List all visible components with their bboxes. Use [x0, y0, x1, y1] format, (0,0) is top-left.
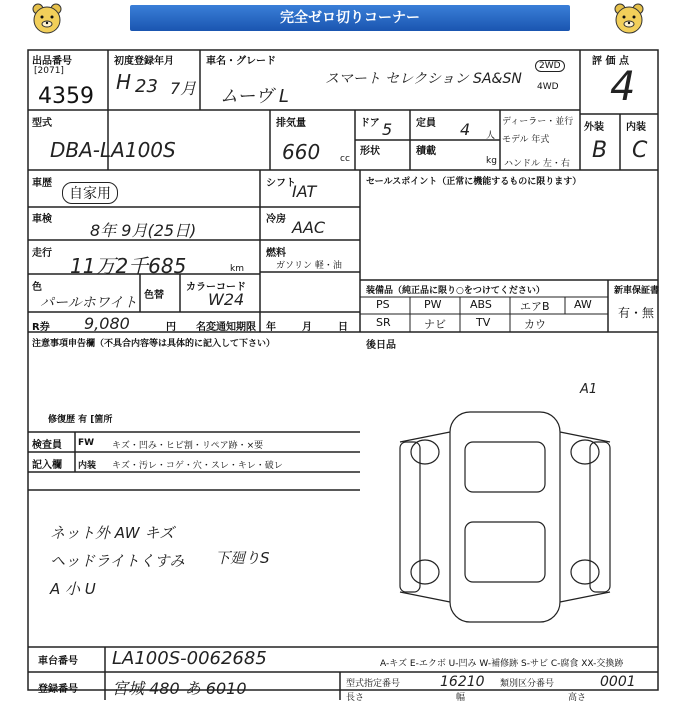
class-code-value: 0001 — [600, 674, 636, 690]
model-value: DBA-LA100S — [50, 138, 176, 162]
dealer-label: ディーラー・並行 — [502, 117, 574, 127]
recycle-unit: 円 — [166, 322, 176, 333]
exterior-label: 外装 — [584, 122, 604, 133]
class-code-label: 類別区分番号 — [500, 679, 555, 689]
equip-tv: TV — [476, 316, 491, 329]
note-line-1: ネット外 AW キズ — [50, 524, 175, 542]
equip-cow: カウ — [524, 318, 546, 331]
repair-label: 修復歴 有 [箇所 — [48, 415, 113, 425]
name-change-label: 名変通知期限 — [196, 322, 256, 333]
warranty-value: 有・無 — [618, 306, 655, 320]
color-value: パールホワイト — [40, 295, 138, 311]
grade: スマート セレクション SA&SN — [325, 71, 522, 87]
dim-height-label: 高さ — [568, 693, 587, 703]
equipment-label: 装備品（純正品に限り○をつけてください） — [366, 286, 545, 296]
dim-length-label: 長さ — [346, 693, 365, 703]
inspection-type-value: 自家用 — [62, 182, 118, 204]
color-code-value: W24 — [208, 290, 245, 309]
seats-value: 4 — [460, 120, 471, 139]
lot-number: 4359 — [38, 84, 94, 109]
diagram-note: A1 — [580, 382, 598, 397]
rating-label: 評 価 点 — [592, 56, 629, 67]
name-change-month: 月 — [302, 322, 312, 333]
name-change-day: 日 — [338, 322, 348, 333]
model-designation-value: 16210 — [440, 674, 485, 690]
drive-2wd: 2WD — [535, 60, 565, 72]
mascot-left-icon — [30, 3, 64, 35]
car-name: ムーヴ L — [220, 86, 289, 107]
doors-value: 5 — [382, 120, 393, 139]
equip-airbag: エアB — [520, 300, 550, 313]
displacement-unit: cc — [340, 154, 350, 164]
equip-pw: PW — [424, 298, 442, 311]
note-side: 下廻りS — [215, 549, 270, 567]
interior-label: 内装 — [626, 122, 646, 133]
inspect-row-1: キズ・凹み・ヒビ割・リペア跡・×要 — [112, 441, 264, 451]
sales-point-label: セールスポイント（正常に機能するものに限ります） — [366, 177, 582, 187]
rear-seat-label: 後日品 — [366, 340, 396, 351]
ac-value: AAC — [292, 218, 326, 237]
model-designation-label: 型式指定番号 — [346, 679, 401, 689]
chassis-label: 車台番号 — [38, 656, 78, 667]
drive-4wd: 4WD — [537, 82, 559, 92]
auction-sheet — [20, 42, 670, 703]
color-change-label: 色替 — [144, 290, 164, 301]
shaken-label: 車検 — [32, 214, 52, 225]
color-label: 色 — [32, 282, 42, 293]
fw-label: FW — [78, 438, 95, 448]
registration-label: 登録番号 — [38, 684, 78, 695]
warranty-label: 新車保証書 — [614, 286, 660, 296]
fuel-label: 燃料 — [266, 248, 286, 259]
registration-value: 宮城 480 あ 6010 — [112, 679, 247, 698]
note-line-2: ヘッドライトくすみ — [50, 552, 185, 570]
model-label: 型式 — [32, 118, 52, 129]
mileage-label: 走行 — [32, 248, 52, 259]
note-line-3: A 小 U — [50, 580, 96, 598]
recorder-label: 記入欄 — [32, 460, 62, 471]
displacement-label: 排気量 — [276, 118, 306, 129]
mascot-right-icon — [612, 3, 646, 35]
shift-label: シフト — [266, 178, 296, 189]
shaken-value: 8年 9月(25日) — [90, 221, 197, 240]
handle-label: ハンドル 左・右 — [504, 159, 570, 169]
name-grade-label: 車名・グレード — [206, 56, 276, 67]
inspection-type-label: 車歴 — [32, 178, 52, 189]
dim-width-label: 幅 — [456, 693, 466, 703]
load-label: 積載 — [416, 146, 436, 157]
mileage-value: 11万2千685 — [70, 254, 187, 278]
fuel-value: ガソリン 軽・油 — [276, 261, 342, 271]
color-code-label: カラーコード — [186, 282, 246, 293]
equip-navi: ナビ — [424, 318, 446, 331]
damage-legend: A-キズ E-エクボ U-凹み W-補修跡 S-サビ C-腐食 XX-交換跡 — [380, 659, 624, 669]
equip-aw: AW — [574, 298, 592, 311]
chassis-number: LA100S-0062685 — [112, 648, 267, 669]
doors-label: ドア — [360, 118, 380, 129]
header-bar — [0, 0, 700, 40]
interior-check-label: 内装 — [78, 461, 97, 471]
first-reg-month: 7月 — [170, 79, 197, 98]
exterior-grade: B — [592, 138, 608, 163]
recycle-label: R券 — [32, 322, 50, 333]
equip-abs: ABS — [470, 298, 492, 311]
load-unit: kg — [486, 156, 497, 166]
mileage-unit: km — [230, 264, 244, 274]
model-year-label: モデル 年式 — [502, 135, 550, 145]
first-reg-era: H — [116, 70, 132, 94]
rating-value: 4 — [610, 64, 636, 110]
page-title: 完全ゼロ切りコーナー — [130, 5, 570, 31]
name-change-year: 年 — [266, 322, 276, 333]
inspect-row-2: キズ・汚レ・コゲ・穴・スレ・キレ・破レ — [112, 461, 283, 471]
lot-code: [2071] — [34, 66, 64, 76]
inspector-label: 検査員 — [32, 440, 62, 451]
notes-label: 注意事項申告欄（不具合内容等は具体的に記入して下さい） — [32, 339, 276, 349]
interior-grade: C — [632, 138, 648, 163]
ac-label: 冷房 — [266, 214, 286, 225]
first-reg-label: 初度登録年月 — [114, 56, 174, 67]
shift-value: IAT — [292, 182, 317, 201]
displacement-value: 660 — [282, 140, 321, 164]
lot-label: 出品番号 — [32, 56, 72, 67]
equip-ps: PS — [376, 298, 390, 311]
recycle-value: 9,080 — [84, 314, 130, 333]
shape-label: 形状 — [360, 146, 380, 157]
seats-label: 定員 — [416, 118, 436, 129]
equip-sr: SR — [376, 316, 391, 329]
seats-unit: 人 — [486, 131, 496, 141]
first-reg-year: 23 — [135, 76, 158, 97]
